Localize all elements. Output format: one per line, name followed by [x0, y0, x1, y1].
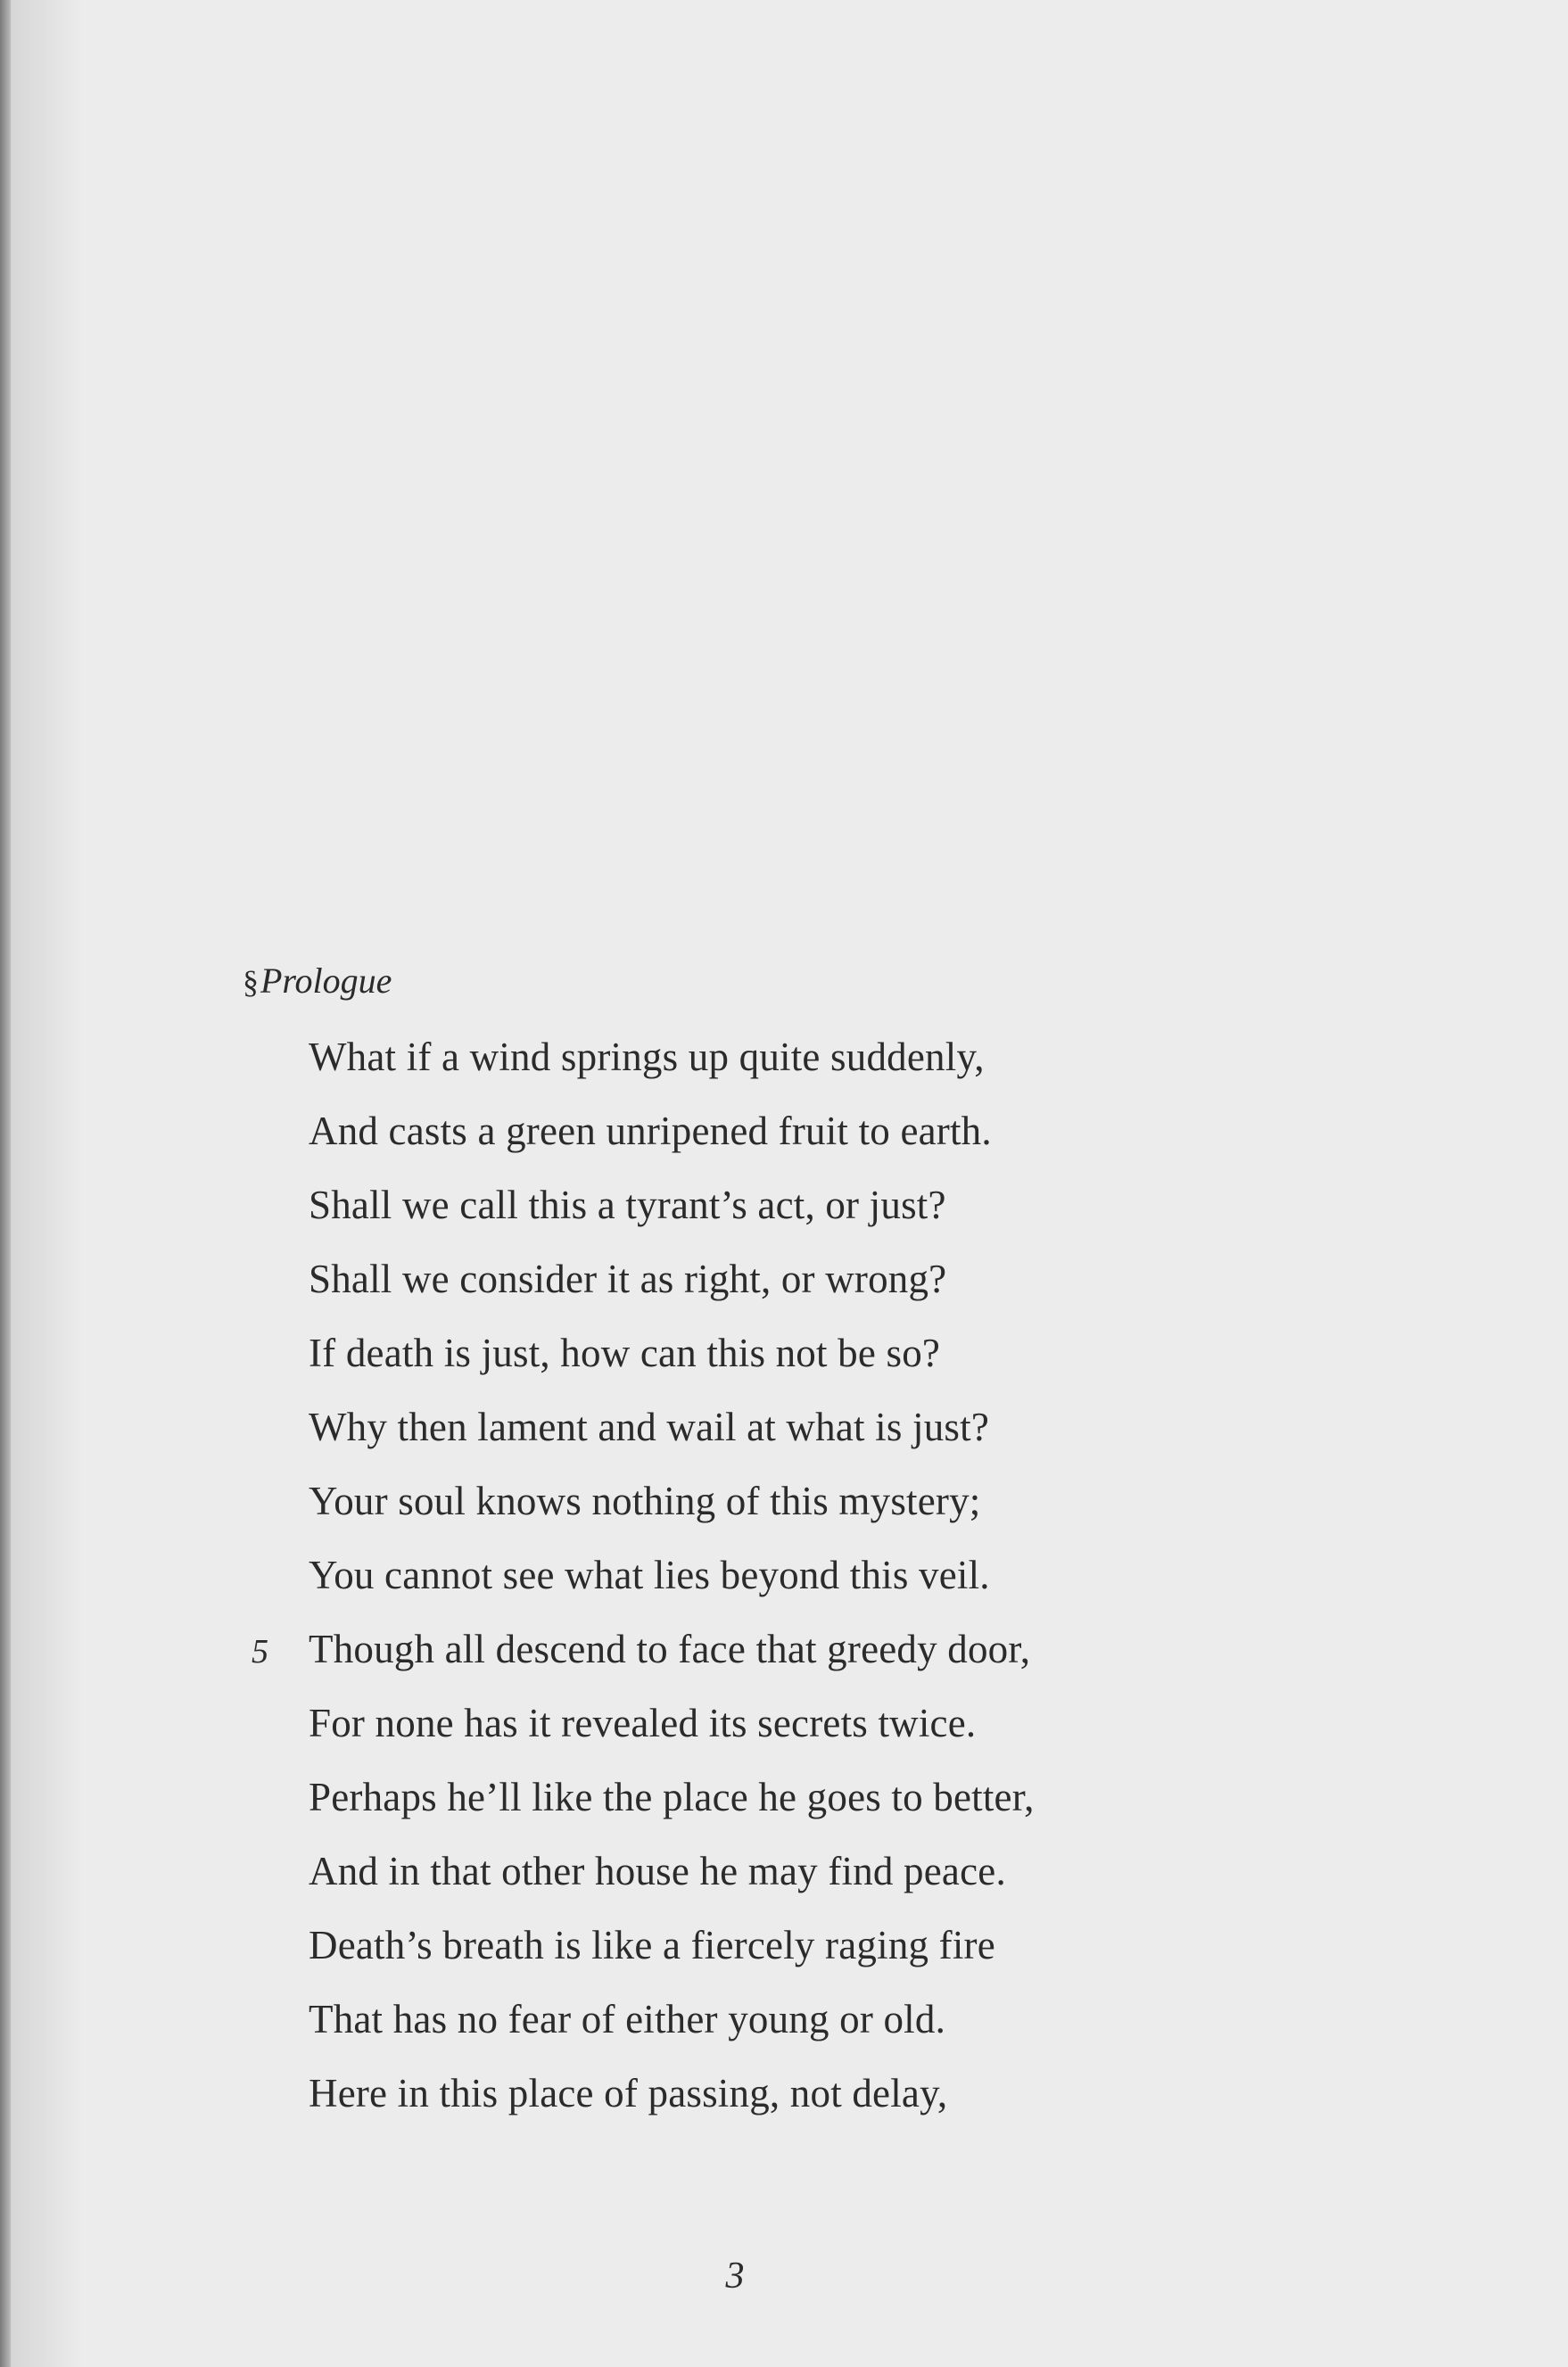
- poem-verse: [252, 1035, 1035, 2145]
- verse-line: [309, 2071, 1035, 2145]
- verse-line: [309, 1923, 1035, 1997]
- verse-line: [309, 1405, 1035, 1479]
- line-text: You cannot see what lies beyond this veil.: [309, 1553, 990, 1597]
- verse-line: [309, 1775, 1035, 1849]
- line-text: Why then lament and wail at what is just?: [309, 1405, 990, 1449]
- verse-line: [309, 1849, 1035, 1923]
- line-text: Here in this place of passing, not delay,: [309, 2071, 948, 2115]
- verse-line: [309, 1109, 1035, 1183]
- section-heading: [243, 959, 392, 1004]
- line-number: 5: [252, 1633, 269, 1670]
- gutter-shadow: [11, 0, 82, 2367]
- verse-line: [309, 1701, 1035, 1775]
- line-text: Perhaps he’ll like the place he goes to better,: [309, 1775, 1035, 1819]
- page-number: 3: [725, 2256, 745, 2297]
- line-text: Shall we consider it as right, or wrong?: [309, 1257, 947, 1301]
- line-text: What if a wind springs up quite suddenly,: [309, 1035, 985, 1079]
- line-text: Your soul knows nothing of this mystery;: [309, 1479, 981, 1523]
- line-text: Shall we call this a tyrant’s act, or just?: [309, 1183, 946, 1227]
- verse-line: [309, 1479, 1035, 1553]
- line-text: If death is just, how can this not be so?: [309, 1331, 941, 1375]
- verse-line: [252, 1627, 1035, 1701]
- verse-line: [309, 1553, 1035, 1627]
- line-text: Death’s breath is like a fiercely raging fire: [309, 1923, 995, 1967]
- verse-line: [309, 1257, 1035, 1331]
- section-mark: §: [243, 964, 259, 1000]
- verse-line: [309, 1183, 1035, 1257]
- verse-line: [309, 1997, 1035, 2071]
- book-gutter: [0, 0, 11, 2367]
- line-text: For none has it revealed its secrets twice.: [309, 1701, 977, 1745]
- line-text: And casts a green unripened fruit to earth.: [309, 1109, 992, 1153]
- verse-line: [309, 1331, 1035, 1405]
- verse-line: [309, 1035, 1035, 1109]
- heading-title: Prologue: [260, 961, 392, 1001]
- line-text: Though all descend to face that greedy door,: [309, 1627, 1031, 1671]
- line-text: That has no fear of either young or old.: [309, 1997, 946, 2041]
- line-text: And in that other house he may find peace.: [309, 1849, 1006, 1893]
